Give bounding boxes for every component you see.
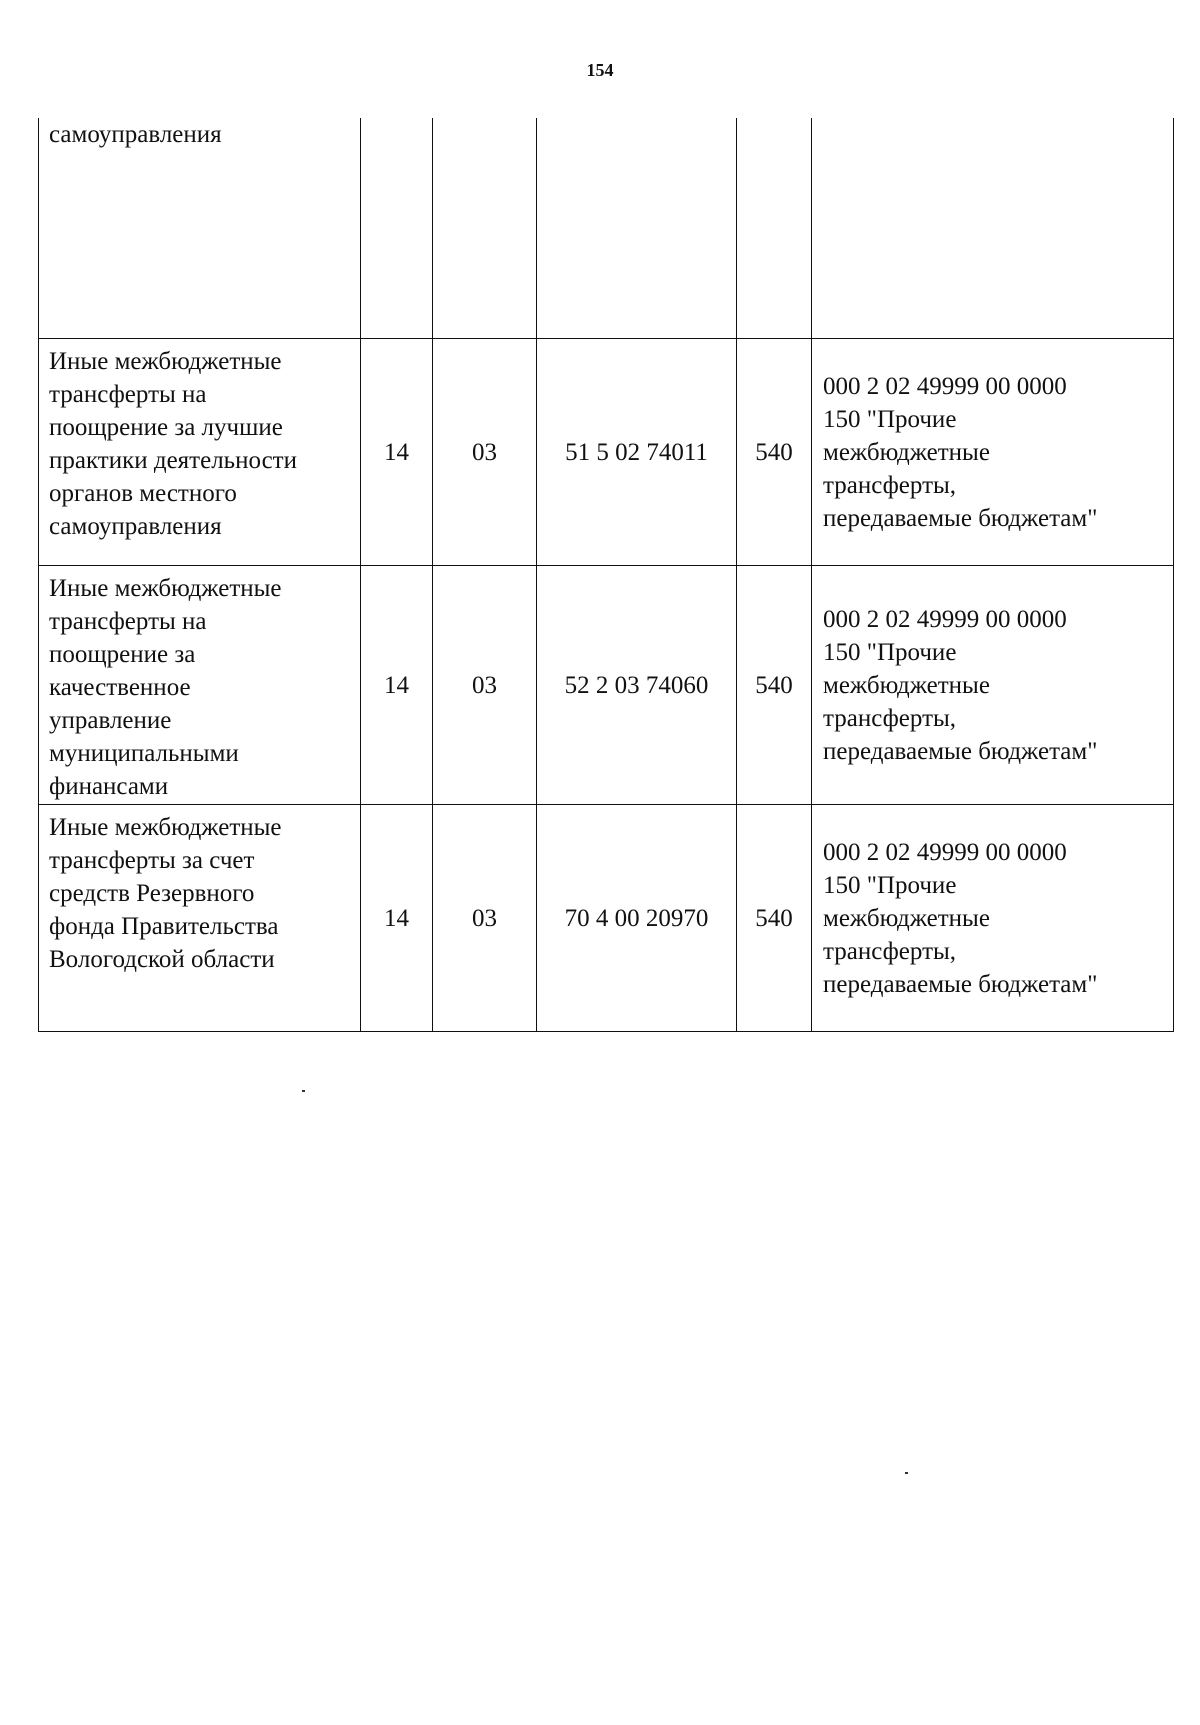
table-row bbox=[39, 339, 1174, 566]
cell-target-article: 70 4 00 20970 bbox=[537, 805, 737, 1032]
cell-subsection bbox=[433, 118, 537, 339]
scan-speck bbox=[302, 1090, 305, 1092]
cell-revenue-code: 000 2 02 49999 00 0000 150 "Прочие межбюджетные трансферты, передаваемые бюджетам" bbox=[812, 566, 1174, 805]
cell-name: самоуправления bbox=[39, 118, 361, 339]
table-row bbox=[39, 805, 1174, 1032]
table-row-continued bbox=[39, 118, 1174, 339]
cell-name: Иные межбюджетные трансферты на поощрение за лучшие практики деятельности органов местного самоуправления bbox=[39, 339, 361, 566]
budget-table bbox=[38, 118, 1174, 1032]
cell-revenue-code bbox=[812, 118, 1174, 339]
cell-expense-type bbox=[737, 118, 812, 339]
cell-revenue-code: 000 2 02 49999 00 0000 150 "Прочие межбюджетные трансферты, передаваемые бюджетам" bbox=[812, 339, 1174, 566]
cell-expense-type: 540 bbox=[737, 805, 812, 1032]
cell-section: 14 bbox=[361, 339, 433, 566]
cell-subsection: 03 bbox=[433, 566, 537, 805]
cell-section bbox=[361, 118, 433, 339]
table-row bbox=[39, 566, 1174, 805]
cell-target-article: 52 2 03 74060 bbox=[537, 566, 737, 805]
cell-name: Иные межбюджетные трансферты на поощрение за качественное управление муниципальными финансами bbox=[39, 566, 361, 805]
cell-section: 14 bbox=[361, 566, 433, 805]
cell-target-article bbox=[537, 118, 737, 339]
cell-name: Иные межбюджетные трансферты за счет средств Резервного фонда Правительства Вологодской области bbox=[39, 805, 361, 1032]
scan-speck bbox=[905, 1472, 908, 1474]
cell-subsection: 03 bbox=[433, 805, 537, 1032]
cell-target-article: 51 5 02 74011 bbox=[537, 339, 737, 566]
page-number: 154 bbox=[586, 60, 614, 80]
cell-revenue-code: 000 2 02 49999 00 0000 150 "Прочие межбюджетные трансферты, передаваемые бюджетам" bbox=[812, 805, 1174, 1032]
cell-expense-type: 540 bbox=[737, 566, 812, 805]
cell-expense-type: 540 bbox=[737, 339, 812, 566]
cell-section: 14 bbox=[361, 805, 433, 1032]
cell-subsection: 03 bbox=[433, 339, 537, 566]
